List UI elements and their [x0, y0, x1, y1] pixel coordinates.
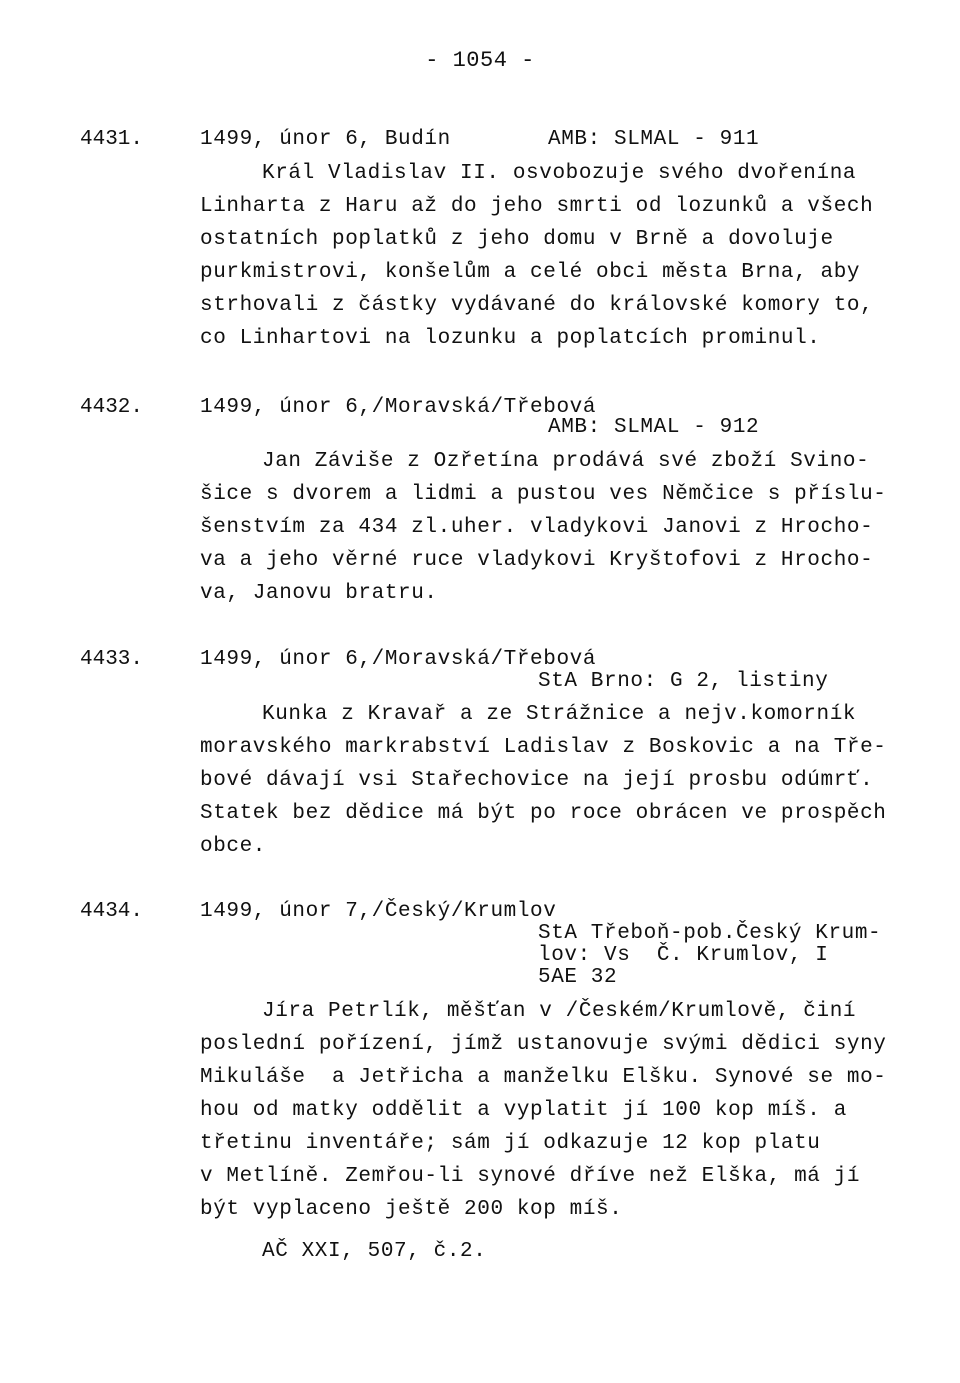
entry-header: 1499, únor 7,/Český/Krumlov [200, 900, 557, 923]
entry-number: 4432. [80, 396, 144, 419]
entry-source: AMB: SLMAL - 912 [548, 416, 760, 439]
entry-text-line: Jíra Petrlík, měšťan v /Českém/Krumlově, činí [262, 1000, 857, 1023]
entry-text-line: bové dávají vsi Stařechovice na její prosbu odúmrť. [200, 769, 874, 792]
entry-text-line: strhovali z částky vydávané do královské komory to, [200, 294, 874, 317]
entry-source: 5AE 32 [538, 966, 618, 989]
page-number: - 1054 - [425, 48, 535, 73]
entry-text-line: Jan Záviše z Ozřetína prodává své zboží Svino- [262, 450, 870, 473]
entry-text-line: purkmistrovi, konšelům a celé obci města Brna, aby [200, 261, 861, 284]
entry-text-line: va a jeho věrné ruce vladykovi Kryštofovi z Hrocho- [200, 549, 874, 572]
entry-text-line: obce. [200, 835, 267, 858]
entry-text-line: ostatních poplatků z jeho domu v Brně a dovoluje [200, 228, 834, 251]
entry-text-line: šice s dvorem a lidmi a pustou ves Němčice s příslu- [200, 483, 887, 506]
entry-source: AMB: SLMAL - 911 [548, 128, 760, 151]
entry-text-line: Král Vladislav II. osvobozuje svého dvořenína [262, 162, 857, 185]
entry-source: lov: Vs Č. Krumlov, I [538, 944, 829, 967]
entry-header: 1499, únor 6,/Moravská/Třebová [200, 648, 597, 671]
entry-number: 4433. [80, 648, 144, 671]
entry-text-line: Statek bez dědice má být po roce obrácen ve prospěch [200, 802, 887, 825]
entry-citation: AČ XXI, 507, č.2. [262, 1240, 487, 1263]
entry-text-line: Kunka z Kravař a ze Strážnice a nejv.komorník [262, 703, 857, 726]
entry-text-line: být vyplaceno ještě 200 kop míš. [200, 1198, 623, 1221]
entry-text-line: šenstvím za 434 zl.uher. vladykovi Janovi z Hrocho- [200, 516, 874, 539]
entry-text-line: poslední pořízení, jímž ustanovuje svými dědici syny [200, 1033, 887, 1056]
entry-number: 4434. [80, 900, 144, 923]
entry-source: StA Třeboň-pob.Český Krum- [538, 922, 882, 945]
entry-text-line: Linharta z Haru až do jeho smrti od lozunků a všech [200, 195, 874, 218]
entry-text-line: co Linhartovi na lozunku a poplatcích prominul. [200, 327, 821, 350]
entry-header: 1499, únor 6,/Moravská/Třebová [200, 396, 597, 419]
entry-text-line: Mikuláše a Jetřicha a manželku Elšku. Synové se mo- [200, 1066, 887, 1089]
entry-text-line: hou od matky oddělit a vyplatit jí 100 kop míš. a [200, 1099, 847, 1122]
entry-header: 1499, únor 6, Budín [200, 128, 451, 151]
entry-text-line: moravského markrabství Ladislav z Boskovic a na Tře- [200, 736, 887, 759]
entry-text-line: třetinu inventáře; sám jí odkazuje 12 kop platu [200, 1132, 821, 1155]
entry-source: StA Brno: G 2, listiny [538, 670, 829, 693]
entry-text-line: va, Janovu bratru. [200, 582, 438, 605]
entry-number: 4431. [80, 128, 144, 151]
entry-text-line: v Metlíně. Zemřou-li synové dříve než Elška, má jí [200, 1165, 861, 1188]
